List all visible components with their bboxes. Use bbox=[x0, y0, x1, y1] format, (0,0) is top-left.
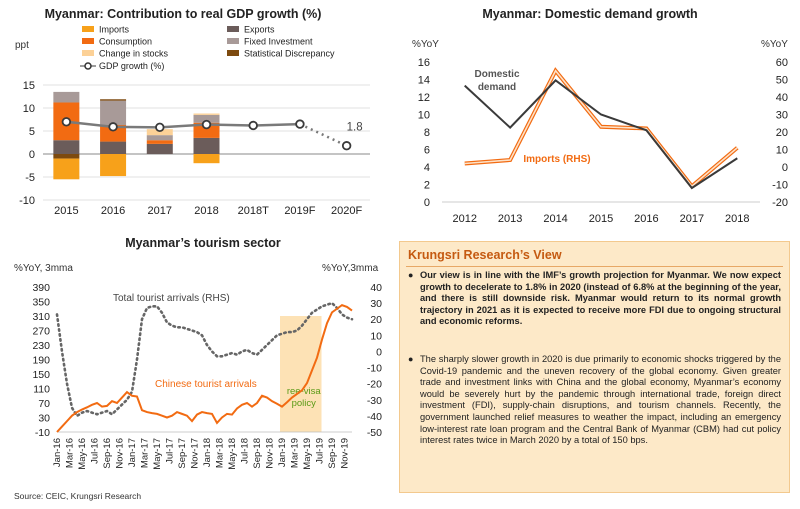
domestic-demand-chart bbox=[400, 0, 800, 232]
demand-xtick-label: 2016 bbox=[634, 213, 659, 225]
tourism-xtick-label: Nov-17 bbox=[189, 438, 201, 469]
demand-xtick-label: 2013 bbox=[497, 213, 523, 225]
demand-xtick-label: 2014 bbox=[543, 213, 568, 225]
tourism-xtick-label: Jul-16 bbox=[89, 438, 101, 464]
gdp-legend-label: Consumption bbox=[99, 36, 153, 47]
domestic-demand-line bbox=[465, 80, 738, 188]
gdp-ytick-label: 10 bbox=[22, 103, 35, 115]
gdp-xtick-label: 2019F bbox=[284, 205, 316, 217]
tourism-ytick-right: -30 bbox=[366, 394, 382, 407]
tourism-xtick-label: Jul-18 bbox=[239, 438, 251, 464]
gdp-chart-legend bbox=[80, 25, 335, 72]
gdp-legend-swatch bbox=[82, 38, 94, 44]
demand-ytick-left: 6 bbox=[423, 144, 430, 157]
tourism-ytick-right: 10 bbox=[370, 330, 382, 343]
tourism-xtick-label: Mar-17 bbox=[139, 438, 151, 469]
view-bullet-2 bbox=[408, 354, 781, 447]
demand-ytick-right: 30 bbox=[775, 109, 788, 122]
tourism-xtick-label: Jul-19 bbox=[314, 438, 326, 464]
view-bullet-2-text: The sharply slower growth in 2020 is due primarily to economic shocks triggered by the Covid-19 pandemic and the uneven recovery of the global economy. Given greater trade and investment links with China and the global economy, Myanmar’s economy would be severely hurt by the pandemic through international trade, foreign direct investment (FDI), supply-chain disruptions, and tourism channels. Recently, the government launched relief measures to weather the impact, including an emergency low-interest rate loan program and the Central Bank of Myanmar (CBM) had cut policy interest rates twice in March 2020 by a total of 150 bps. bbox=[420, 354, 781, 446]
gdp-legend-swatch bbox=[82, 26, 94, 32]
demand-xtick-label: 2015 bbox=[588, 213, 614, 225]
gdp-bar-segment bbox=[194, 138, 220, 154]
gdp-xtick-label: 2020F bbox=[331, 205, 363, 217]
tourism-ytick-right: 20 bbox=[370, 314, 382, 327]
demand-ytick-right: -20 bbox=[772, 197, 788, 209]
tourism-chart-title: Myanmar’s tourism sector bbox=[125, 236, 281, 250]
bullet-dot-icon: ● bbox=[408, 354, 414, 364]
view-divider bbox=[406, 266, 783, 267]
gdp-legend-label: Statistical Discrepancy bbox=[244, 48, 335, 59]
demand-chart-title: Myanmar: Domestic demand growth bbox=[482, 7, 698, 21]
tourism-xtick-label: Sep-19 bbox=[327, 438, 338, 469]
chinese-arrivals-label: Chinese tourist arrivals bbox=[155, 379, 257, 390]
gdp-chart-ylabel: ppt bbox=[15, 40, 29, 51]
gdp-legend-swatch bbox=[227, 50, 239, 56]
gdp-legend-label: Fixed Investment bbox=[244, 36, 313, 47]
demand-ytick-right: 60 bbox=[775, 57, 788, 69]
gdp-bar-segment bbox=[100, 99, 126, 100]
tourism-ytick-right: -20 bbox=[366, 378, 382, 391]
tourism-xtick-label: Jan-16 bbox=[52, 438, 63, 468]
demand-ylabel-right: %YoY bbox=[761, 39, 788, 50]
tourism-ytick-left: 230 bbox=[32, 340, 50, 352]
demand-ylabel-left: %YoY bbox=[412, 39, 439, 50]
free-visa-label-2: policy bbox=[291, 397, 316, 409]
demand-ytick-left: 8 bbox=[423, 127, 430, 139]
tourism-xtick-label: May-17 bbox=[152, 438, 163, 470]
tourism-xtick-label: Sep-16 bbox=[102, 438, 113, 469]
total-arrivals-label: Total tourist arrivals (RHS) bbox=[113, 293, 230, 304]
demand-ytick-right: -10 bbox=[772, 179, 788, 192]
tourism-xtick-label: Mar-18 bbox=[214, 438, 226, 469]
tourism-xtick-label: Nov-19 bbox=[339, 438, 351, 469]
gdp-bar-segment bbox=[147, 144, 173, 154]
view-title: Krungsri Research’s View bbox=[408, 248, 562, 262]
free-visa-label: ree-visa bbox=[286, 385, 321, 397]
tourism-xtick-label: Mar-19 bbox=[289, 438, 301, 469]
gdp-bar-segment bbox=[53, 140, 79, 154]
source-note: Source: CEIC, Krungsri Research bbox=[14, 491, 142, 501]
demand-xtick-label: 2012 bbox=[452, 213, 477, 225]
demand-xtick-label: 2017 bbox=[679, 213, 705, 225]
tourism-ytick-left: -10 bbox=[34, 427, 50, 439]
gdp-growth-marker bbox=[203, 121, 211, 129]
tourism-xtick-label: May-16 bbox=[77, 438, 88, 470]
tourism-xtick-label: Nov-18 bbox=[264, 438, 276, 469]
tourism-ytick-left: 70 bbox=[38, 398, 50, 410]
tourism-ytick-left: 390 bbox=[32, 282, 50, 294]
tourism-ytick-right: 40 bbox=[370, 282, 382, 294]
gdp-ytick-label: 0 bbox=[28, 149, 35, 161]
gdp-contribution-chart bbox=[0, 0, 400, 232]
gdp-bar-segment bbox=[147, 140, 173, 144]
tourism-ytick-left: 310 bbox=[32, 311, 50, 323]
demand-ytick-right: 10 bbox=[775, 144, 788, 157]
domestic-demand-label-2: demand bbox=[477, 82, 517, 93]
demand-ytick-left: 0 bbox=[423, 197, 430, 209]
tourism-ytick-left: 350 bbox=[32, 296, 50, 309]
tourism-ytick-left: 270 bbox=[32, 325, 50, 338]
imports-rhs-label: Imports (RHS) bbox=[523, 154, 591, 165]
demand-ytick-left: 14 bbox=[417, 74, 430, 87]
demand-ytick-right: 20 bbox=[775, 127, 788, 139]
gdp-xtick-label: 2018 bbox=[194, 205, 219, 217]
gdp-xtick-label: 2018T bbox=[237, 205, 269, 217]
gdp-xtick-label: 2015 bbox=[54, 205, 79, 217]
gdp-ytick-label: -10 bbox=[19, 195, 35, 207]
tourism-ylabel-left: %YoY, 3mma bbox=[14, 263, 73, 274]
gdp-growth-marker bbox=[343, 142, 351, 150]
gdp-growth-marker bbox=[156, 124, 164, 132]
tourism-xtick-label: Jul-17 bbox=[164, 438, 176, 464]
gdp-growth-line-forecast bbox=[300, 124, 347, 146]
domestic-demand-label: Domestic bbox=[474, 69, 520, 80]
tourism-xtick-label: May-18 bbox=[227, 438, 238, 470]
gdp-bar-segment bbox=[53, 92, 79, 103]
tourism-xtick-label: Jan-18 bbox=[202, 438, 213, 468]
tourism-ylabel-right: %YoY,3mma bbox=[322, 263, 379, 274]
tourism-ytick-left: 150 bbox=[32, 369, 50, 381]
tourism-xtick-label: Jan-19 bbox=[277, 438, 288, 468]
krungsri-view-panel bbox=[399, 241, 790, 493]
gdp-growth-marker bbox=[109, 123, 117, 131]
tourism-xtick-label: May-19 bbox=[302, 438, 313, 470]
gdp-growth-marker bbox=[249, 122, 257, 130]
tourism-ytick-right: -50 bbox=[366, 427, 382, 439]
demand-ytick-left: 12 bbox=[417, 92, 430, 104]
gdp-bar-segment bbox=[100, 142, 126, 154]
tourism-xtick-label: Nov-16 bbox=[114, 438, 126, 469]
gdp-bar-segment bbox=[194, 154, 220, 163]
tourism-ytick-right: 30 bbox=[370, 298, 382, 311]
gdp-chart-title: Myanmar: Contribution to real GDP growth (%) bbox=[44, 7, 322, 21]
gdp-bar-segment bbox=[53, 154, 79, 159]
demand-ytick-right: 50 bbox=[775, 74, 788, 87]
gdp-growth-marker bbox=[296, 120, 304, 128]
tourism-ytick-left: 30 bbox=[38, 412, 50, 425]
tourism-xtick-label: Sep-17 bbox=[177, 438, 188, 469]
gdp-xtick-label: 2017 bbox=[147, 205, 173, 217]
view-bullet-1 bbox=[408, 270, 781, 328]
gdp-legend-label: GDP growth (%) bbox=[99, 61, 165, 71]
gdp-xtick-label: 2016 bbox=[100, 205, 126, 217]
demand-ytick-left: 16 bbox=[417, 57, 430, 69]
gdp-legend-swatch bbox=[82, 50, 94, 56]
gdp-ytick-label: 15 bbox=[22, 80, 35, 92]
tourism-xtick-label: Jan-17 bbox=[127, 438, 138, 468]
demand-ytick-left: 4 bbox=[423, 162, 430, 174]
bullet-dot-icon: ● bbox=[408, 270, 414, 280]
gdp-legend-marker bbox=[85, 63, 91, 69]
view-bullet-1-text: Our view is in line with the IMF’s growth projection for Myanmar. We now expect growth to decelerate to 1.8% in 2020 (instead of 6.8% at the beginning of the year, and there is still downside risk. Myanmar would return to its normal growth trajectory in 2021 as it is expected to receive more FDI due to ongoing structural and economic reforms. bbox=[420, 270, 781, 327]
gdp-bar-segment bbox=[194, 114, 220, 115]
tourism-xtick-label: Mar-16 bbox=[64, 438, 76, 469]
tourism-ytick-left: 190 bbox=[32, 354, 50, 367]
tourism-ytick-left: 110 bbox=[33, 383, 50, 396]
demand-ytick-left: 10 bbox=[417, 109, 430, 122]
tourism-ytick-right: -40 bbox=[366, 410, 382, 423]
demand-ytick-right: 40 bbox=[775, 92, 788, 104]
tourism-ytick-right: 0 bbox=[376, 346, 382, 359]
gdp-bar-segment bbox=[147, 135, 173, 140]
gdp-forecast-annotation: 1.8 bbox=[346, 121, 363, 134]
gdp-bar-segment bbox=[100, 101, 126, 125]
gdp-growth-marker bbox=[63, 118, 71, 126]
gdp-bar-segment bbox=[100, 154, 126, 176]
gdp-legend-label: Change in stocks bbox=[99, 48, 169, 59]
tourism-chart bbox=[0, 232, 398, 494]
demand-ytick-left: 2 bbox=[423, 179, 430, 192]
gdp-ytick-label: -5 bbox=[25, 172, 35, 184]
gdp-legend-swatch bbox=[227, 26, 239, 32]
gdp-ytick-label: 5 bbox=[28, 126, 35, 138]
demand-ytick-right: 0 bbox=[781, 162, 788, 174]
gdp-legend-swatch bbox=[227, 38, 239, 44]
gdp-bar-segment bbox=[53, 159, 79, 180]
tourism-xtick-label: Sep-18 bbox=[252, 438, 263, 469]
demand-xtick-label: 2018 bbox=[725, 213, 750, 225]
tourism-ytick-right: -10 bbox=[366, 362, 382, 375]
gdp-legend-label: Imports bbox=[99, 24, 130, 35]
gdp-legend-label: Exports bbox=[244, 24, 275, 35]
